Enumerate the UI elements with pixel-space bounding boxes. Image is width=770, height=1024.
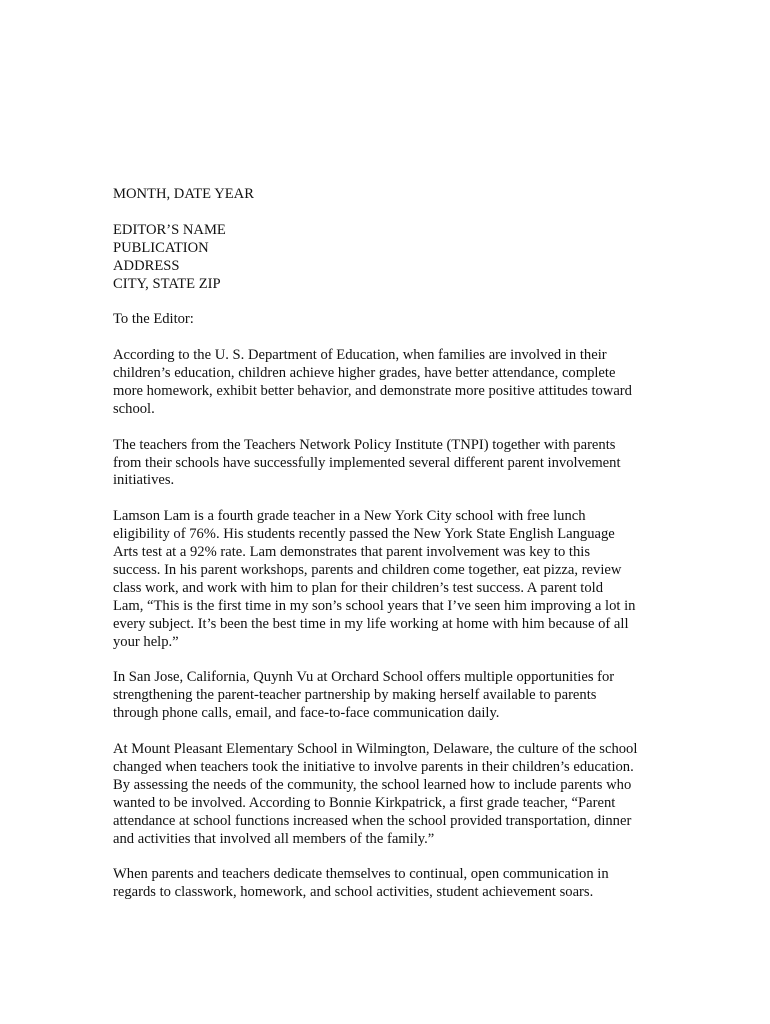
paragraph-1 (113, 347, 661, 419)
paragraph-line: and activities that involved all members of the family.” (113, 830, 435, 847)
paragraph-line: At Mount Pleasant Elementary School in Wilmington, Delaware, the culture of the school (113, 740, 638, 757)
recipient-publication: PUBLICATION (113, 239, 209, 256)
paragraph-5 (113, 741, 661, 848)
paragraph-line: Lam, “This is the first time in my son’s school years that I’ve seen him improving a lot in (113, 597, 636, 614)
paragraph-line: regards to classwork, homework, and school activities, student achievement soars. (113, 884, 594, 901)
paragraph-line: When parents and teachers dedicate themselves to continual, open communication in (113, 866, 609, 883)
paragraph-line: through phone calls, email, and face-to-face communication daily. (113, 705, 500, 722)
paragraph-line: Lamson Lam is a fourth grade teacher in a New York City school with free lunch (113, 508, 586, 525)
paragraph-line: changed when teachers took the initiative to involve parents in their children’s education. (113, 758, 634, 775)
recipient-address-block (113, 222, 661, 294)
paragraph-line: strengthening the parent-teacher partnership by making herself available to parents (113, 687, 597, 704)
paragraph-line: initiatives. (113, 472, 175, 489)
paragraph-line: from their schools have successfully implemented several different parent involvement (113, 454, 621, 471)
paragraph-3 (113, 508, 661, 651)
paragraph-2 (113, 437, 661, 491)
date-block (113, 186, 661, 204)
salutation-block (113, 311, 661, 329)
paragraph-4 (113, 669, 661, 723)
salutation: To the Editor: (113, 311, 194, 328)
paragraph-6 (113, 866, 661, 902)
paragraph-line: success. In his parent workshops, parents and children come together, eat pizza, review (113, 561, 622, 578)
paragraph-line: school. (113, 400, 155, 417)
letter-body (113, 186, 661, 902)
paragraph-line: children’s education, children achieve higher grades, have better attendance, complete (113, 365, 616, 382)
paragraph-line: The teachers from the Teachers Network Policy Institute (TNPI) together with parents (113, 436, 616, 453)
letter-date: MONTH, DATE YEAR (113, 186, 254, 202)
paragraph-line: Arts test at a 92% rate. Lam demonstrates that parent involvement was key to this (113, 544, 591, 561)
paragraph-line: By assessing the needs of the community, the school learned how to include parents who (113, 776, 632, 793)
recipient-address: ADDRESS (113, 257, 180, 274)
paragraph-line: attendance at school functions increased when the school provided transportation, dinner (113, 812, 632, 829)
paragraph-line: every subject. It’s been the best time in my life working at home with him because of all (113, 615, 629, 632)
paragraph-line: According to the U. S. Department of Education, when families are involved in their (113, 347, 607, 364)
paragraph-line: In San Jose, California, Quynh Vu at Orchard School offers multiple opportunities for (113, 669, 615, 686)
paragraph-line: your help.” (113, 633, 179, 650)
paragraph-line: more homework, exhibit better behavior, and demonstrate more positive attitudes toward (113, 382, 632, 399)
recipient-city-state-zip: CITY, STATE ZIP (113, 275, 221, 292)
paragraph-line: eligibility of 76%. His students recently passed the New York State English Language (113, 526, 615, 543)
paragraph-line: class work, and work with him to plan for their children’s test success. A parent told (113, 579, 604, 596)
paragraph-line: wanted to be involved. According to Bonnie Kirkpatrick, a first grade teacher, “Parent (113, 794, 616, 811)
recipient-name: EDITOR’S NAME (113, 221, 226, 238)
